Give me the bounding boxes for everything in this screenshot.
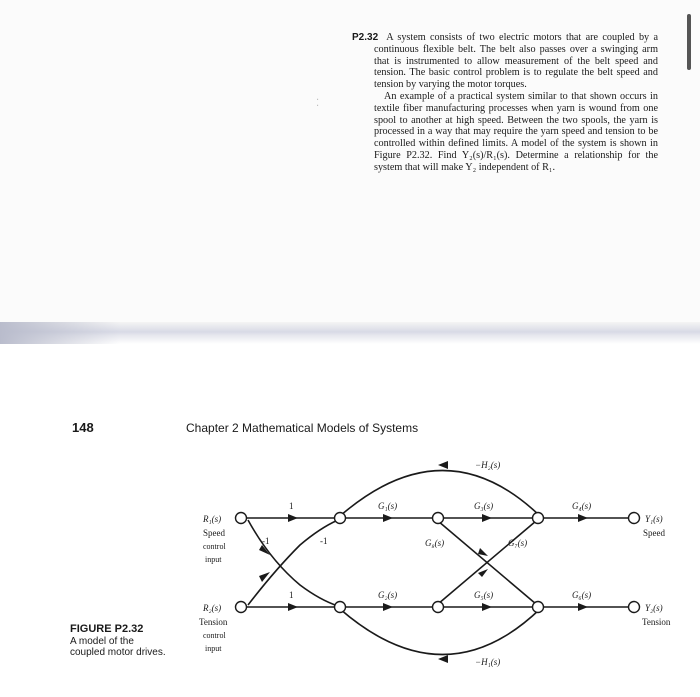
label-r2-desc1: Tension: [199, 617, 228, 627]
label-r1-desc2: control: [203, 542, 226, 551]
gain-g3: G₃(s): [474, 501, 494, 511]
gain-g8: G₈(s): [425, 538, 445, 548]
node-top-4: [533, 513, 544, 524]
node-top-3: [433, 513, 444, 524]
branch-h2: [340, 471, 540, 517]
figure-caption-text: A model of the coupled motor drives.: [70, 635, 166, 658]
problem-number: P2.32: [352, 32, 379, 43]
gain-g2: G₂(s): [378, 590, 398, 600]
node-r1: [236, 513, 247, 524]
label-r2-desc3: input: [205, 644, 222, 653]
gain-g1: G₁(s): [378, 501, 398, 511]
label-y2: Y₂(s): [645, 603, 663, 613]
branch-h1: [340, 609, 540, 655]
label-r2-desc2: control: [203, 631, 226, 640]
node-y1: [629, 513, 640, 524]
gain-cross-a: -1: [262, 536, 270, 546]
label-r2: R₂(s): [203, 603, 222, 613]
label-r1-desc1: Speed: [203, 528, 225, 538]
gain-g5: G₅(s): [474, 590, 494, 600]
gain-g7: G₇(s): [508, 538, 528, 548]
problem-paragraph-2: An example of a practical system similar to that shown occurs in textile fiber manufacturing processes when yarn is wound from one spool to another at high speed. Between the two spools, the yarn is processed in a way that may require the yarn speed and tension to be controlled within defined limits. A model of the system is shown in Figure P2.32. Find Y₂(s)/R₁(s). Determine a relationship for the system that will make Y₂ independent of R₁.: [374, 90, 658, 173]
figure-label: FIGURE P2.32: [70, 623, 144, 635]
margin-mark: ⁚: [316, 98, 320, 109]
node-bottom-2: [335, 602, 346, 613]
gain-h2: −H₂(s): [475, 460, 501, 470]
node-y2: [629, 602, 640, 613]
page-number: 148: [72, 420, 94, 435]
label-r1-desc3: input: [205, 555, 222, 564]
gain-bottom-1: 1: [289, 590, 294, 600]
gain-top-1: 1: [289, 501, 294, 511]
label-y2-desc: Tension: [642, 617, 671, 627]
node-r2: [236, 602, 247, 613]
gain-cross-b: -1: [320, 536, 328, 546]
node-top-2: [335, 513, 346, 524]
gain-g6: G₆(s): [572, 590, 592, 600]
chapter-header: Chapter 2 Mathematical Models of Systems: [186, 421, 419, 435]
gain-h1: −H₁(s): [475, 657, 501, 667]
label-y1: Y₁(s): [645, 514, 663, 524]
node-bottom-3: [433, 602, 444, 613]
label-r1: R₁(s): [203, 514, 222, 524]
gain-g4: G₄(s): [572, 501, 592, 511]
label-y1-desc: Speed: [643, 528, 665, 538]
problem-paragraph-1: P2.32 A system consists of two electric motors that are coupled by a continuous flexible belt. The belt also passes over a swinging arm that is instrumented to allow measurement of the belt speed and tension. The basic control problem is to regulate the belt speed and tension by varying the motor torques.: [352, 32, 658, 91]
node-bottom-4: [533, 602, 544, 613]
